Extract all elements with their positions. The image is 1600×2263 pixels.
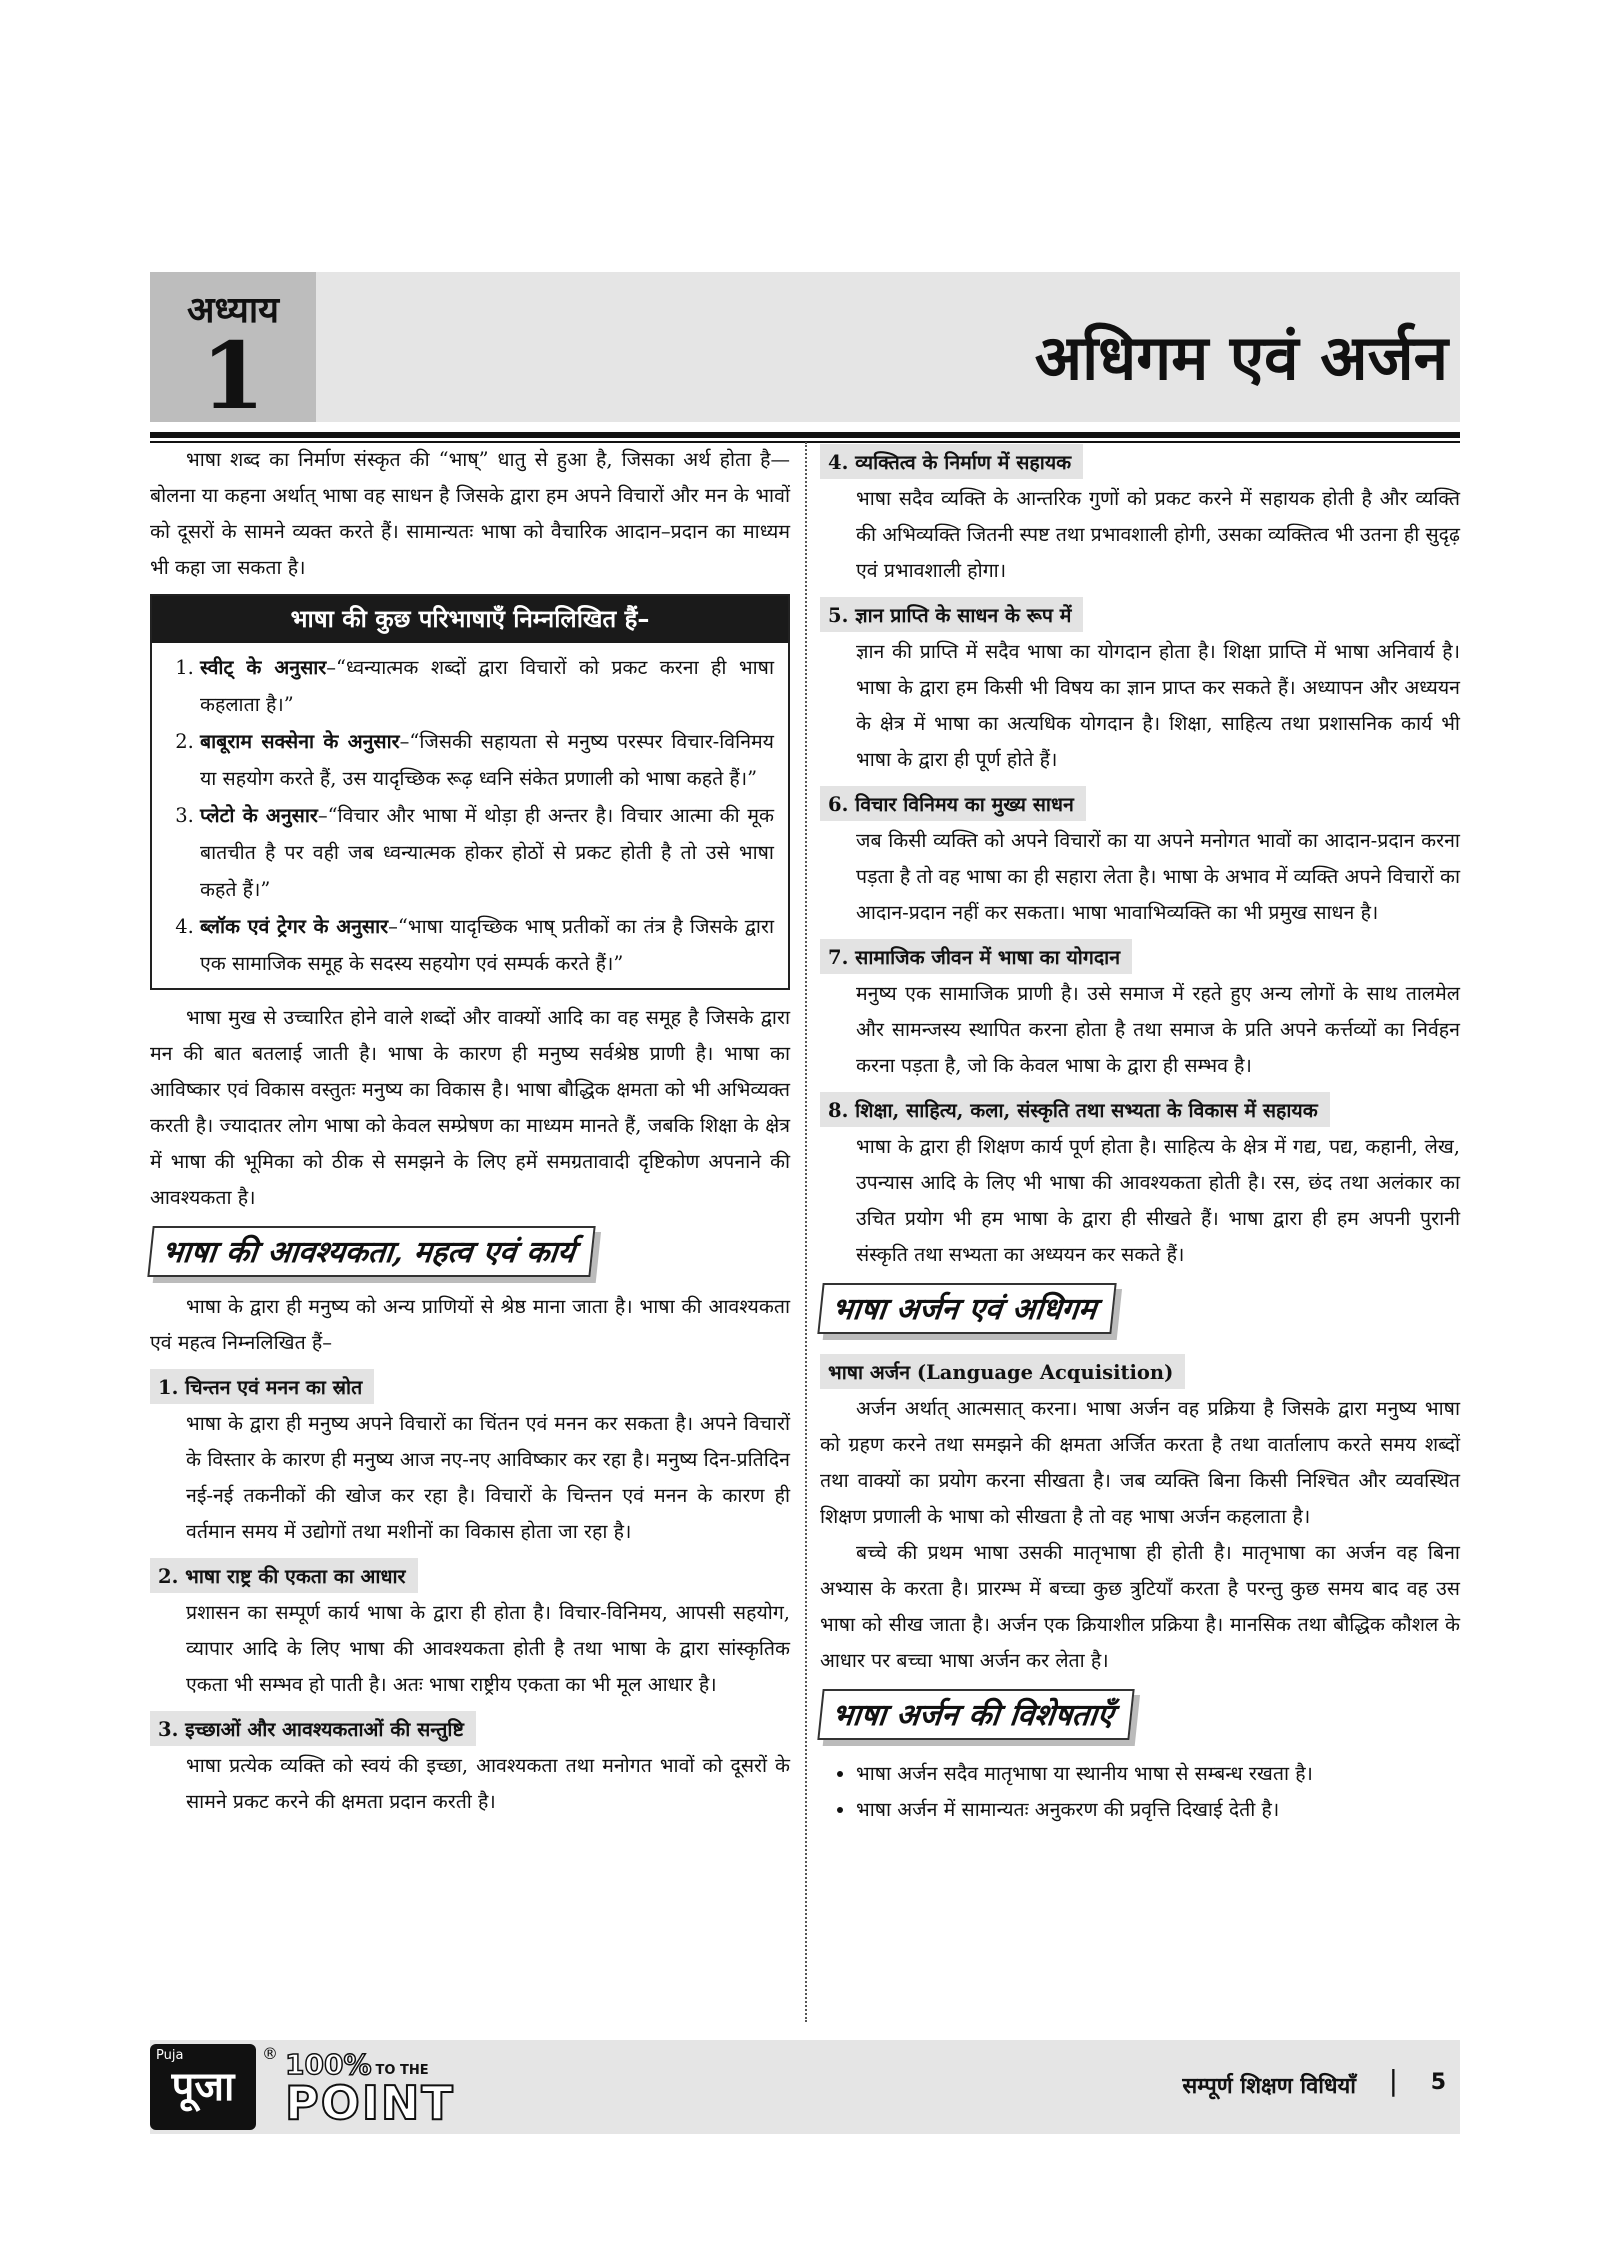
chapter-header	[150, 272, 1460, 430]
point-3	[150, 1703, 790, 1820]
tagline-to-the: TO THE	[375, 2063, 429, 2078]
chapter-word: अध्याय	[186, 290, 280, 331]
point-heading: 1. चिन्तन एवं मनन का स्रोत	[150, 1369, 374, 1404]
chapter-number: 1	[200, 322, 265, 430]
point-1	[150, 1361, 790, 1550]
definition-text: –“जिसकी सहायता से मनुष्य परस्पर विचार-विनिमय या सहयोग करते हैं, उस यादृच्छिक रूढ़ ध्वनि संकेत प्रणाली को भाषा कहते हैं।”	[200, 730, 774, 790]
point-body: मनुष्य एक सामाजिक प्राणी है। उसे समाज में रहते हुए अन्य लोगों के साथ तालमेल और सामन्जस्य स्थापित करना होता है तथा समाज के प्रति अपने कर्त्तव्यों का निर्वहन करना पड़ता है, जो कि केवल भाषा के द्वारा ही सम्भव है।	[856, 982, 1460, 1077]
header-rule-thick	[150, 432, 1460, 438]
point-5	[820, 589, 1460, 778]
book-title: सम्पूर्ण शिक्षण विधियाँ	[1182, 2074, 1356, 2099]
acquisition-paragraph: बच्चे की प्रथम भाषा उसकी मातृभाषा ही होती है। मातृभाषा का अर्जन वह बिना अभ्यास के करता है। प्रारम्भ में बच्चा कुछ त्रुटियाँ करता है परन्तु कुछ समय बाद वह उस भाषा को सीख जाता है। अर्जन एक क्रियाशील प्रक्रिया है। मानसिक तथा बौद्धिक कौशल के आधार पर बच्चा भाषा अर्जन कर लेता है।	[820, 1541, 1460, 1672]
definition-item	[200, 908, 774, 982]
definitions-box	[150, 594, 790, 990]
point-heading: 4. व्यक्तित्व के निर्माण में सहायक	[820, 444, 1083, 479]
point-body: भाषा के द्वारा ही मनुष्य अपने विचारों का चिंतन एवं मनन कर सकता है। अपने विचारों के विस्तार के कारण ही मनुष्य आज नए-नए आविष्कार कर रहा है। मनुष्य दिन-प्रतिदिन नई-नई तकनीकों की खोज कर रहा है। विचारों के चिन्तन एवं मनन के कारण ही वर्तमान समय में उद्योगों तथा मशीनों का विकास होता जा रहा है।	[186, 1412, 790, 1543]
point-body: भाषा प्रत्येक व्यक्ति को स्वयं की इच्छा, आवश्यकता तथा मनोगत भावों को दूसरों के सामने प्रकट करने की क्षमता प्रदान करती है।	[186, 1754, 790, 1813]
definition-item	[200, 797, 774, 908]
point-2	[150, 1550, 790, 1703]
page	[150, 272, 1461, 1821]
page-number: 5	[1430, 2070, 1446, 2095]
definition-item	[200, 649, 774, 723]
point-4	[820, 442, 1460, 589]
point-body: जब किसी व्यक्ति को अपने विचारों का या अपने मनोगत भावों का आदान-प्रदान करना पड़ता है तो वह भाषा का ही सहारा लेता है। भाषा के अभाव में व्यक्ति अपने विचारों का आदान-प्रदान नहीं कर सकता। भाषा भावाभिव्यक्ति का भी प्रमुख साधन है।	[856, 829, 1461, 924]
acquisition-paragraph: अर्जन अर्थात् आत्मसात् करना। भाषा अर्जन वह प्रक्रिया है जिसके द्वारा मनुष्य भाषा को ग्रहण करने तथा समझने की क्षमता अर्जित करता है तथा वार्तालाप करते समय शब्दों तथा वाक्यों का प्रयोग करना सीखता है। जब व्यक्ति बिना किसी निश्चित और व्यवस्थित शिक्षण प्रणाली के भाषा को सीखता है तो वह भाषा अर्जन कहलाता है।	[820, 1397, 1460, 1528]
point-body: ज्ञान की प्राप्ति में सदैव भाषा का योगदान होता है। शिक्षा प्राप्ति में भाषा अनिवार्य है। भाषा के द्वारा हम किसी भी विषय का ज्ञान प्राप्त कर सकते हैं। अध्यापन और अध्ययन के क्षेत्र में भाषा का अत्यधिक योगदान है। शिक्षा, साहित्य तथा प्रशासनिक कार्य भी भाषा के द्वारा ही पूर्ण होते हैं।	[856, 640, 1460, 771]
point-6	[820, 778, 1460, 931]
definition-item	[200, 723, 774, 797]
definition-text: –“भाषा यादृच्छिक भाष् प्रतीकों का तंत्र है जिसके द्वारा एक सामाजिक समूह के सदस्य सहयोग एवं सम्पर्क करते हैं।”	[200, 915, 774, 975]
definition-text: –“विचार और भाषा में थोड़ा ही अन्तर है। विचार आत्मा की मूक बातचीत है पर वही जब ध्वन्यात्मक होकर होठों से प्रकट होती है तो उसे भाषा कहते हैं।”	[200, 804, 774, 901]
acquisition-heading: भाषा अर्जन (Language Acquisition)	[820, 1354, 1185, 1389]
definition-source: बाबूराम सक्सेना के अनुसार	[200, 730, 400, 753]
definitions-heading: भाषा की कुछ परिभाषाएँ निम्नलिखित हैं–	[152, 596, 788, 643]
registered-mark: ®	[262, 2044, 278, 2063]
body-paragraph: भाषा मुख से उच्चारित होने वाले शब्दों और वाक्यों आदि का वह समूह है जिसके द्वारा मन की बात बतलाई जाती है। भाषा के कारण ही मनुष्य सर्वश्रेष्ठ प्राणी है। भाषा का आविष्कार एवं विकास वस्तुतः मनुष्य का विकास है। भाषा बौद्धिक क्षमता को भी अभिव्यक्त करती है। ज्यादातर लोग भाषा को केवल सम्प्रेषण का माध्यम मानते हैं, जबकि शिक्षा के क्षेत्र में भाषा की भूमिका को ठीक से समझने के लिए हमें समग्रतावादी दृष्टिकोण अपनाने की आवश्यकता है।	[150, 1006, 790, 1209]
footer-separator: |	[1388, 2064, 1398, 2097]
column-divider	[805, 442, 807, 2022]
tagline-percent: 100%	[285, 2048, 372, 2081]
left-column	[150, 442, 790, 1820]
point-8	[820, 1084, 1460, 1273]
point-7	[820, 931, 1460, 1084]
definition-source: प्लेटो के अनुसार	[200, 804, 318, 827]
chapter-title: अधिगम एवं अर्जन	[1034, 321, 1448, 394]
page-footer	[150, 2040, 1460, 2134]
definition-source: ब्लॉक एवं ट्रेगर के अनुसार	[200, 915, 389, 938]
tagline-point: POINT	[285, 2076, 455, 2130]
point-heading: 3. इच्छाओं और आवश्यकताओं की सन्तुष्टि	[150, 1711, 476, 1746]
features-list	[820, 1756, 1460, 1828]
section-intro: भाषा के द्वारा ही मनुष्य को अन्य प्राणियों से श्रेष्ठ माना जाता है। भाषा की आवश्यकता एवं महत्व निम्नलिखित हैं–	[150, 1295, 790, 1354]
tagline	[285, 2048, 455, 2130]
definition-source: स्वीट् के अनुसार	[200, 656, 327, 679]
section-banner-features: भाषा अर्जन की विशेषताएँ	[817, 1689, 1134, 1740]
point-body: प्रशासन का सम्पूर्ण कार्य भाषा के द्वारा ही होता है। विचार-विनिमय, आपसी सहयोग, व्यापार आदि के लिए भाषा की आवश्यकता होती है तथा भाषा के द्वारा सांस्कृतिक एकता भी सम्भव हो पाती है। अतः भाषा राष्ट्रीय एकता का भी मूल आधार है।	[186, 1601, 790, 1696]
definition-text: –“ध्वन्यात्मक शब्दों द्वारा विचारों को प्रकट करना ही भाषा कहलाता है।”	[200, 656, 774, 716]
logo-small-text: Puja	[156, 2048, 184, 2063]
point-heading: 8. शिक्षा, साहित्य, कला, संस्कृति तथा सभ्यता के विकास में सहायक	[820, 1092, 1330, 1127]
chapter-badge	[150, 272, 316, 430]
logo-text: पूजा	[171, 2064, 235, 2110]
feature-item: • भाषा अर्जन में सामान्यतः अनुकरण की प्रवृत्ति दिखाई देती है।	[856, 1792, 1460, 1828]
point-heading: 6. विचार विनिमय का मुख्य साधन	[820, 786, 1086, 821]
publisher-logo	[150, 2044, 278, 2130]
point-heading: 7. सामाजिक जीवन में भाषा का योगदान	[820, 939, 1132, 974]
point-heading: 2. भाषा राष्ट्र की एकता का आधार	[150, 1558, 418, 1593]
point-body: भाषा सदैव व्यक्ति के आन्तरिक गुणों को प्रकट करने में सहायक होती है और व्यक्ति की अभिव्यक्ति जितनी स्पष्ट तथा प्रभावशाली होगी, उसका व्यक्तित्व भी उतना ही सुदृढ़ एवं प्रभावशाली होगा।	[856, 487, 1460, 582]
point-body: भाषा के द्वारा ही शिक्षण कार्य पूर्ण होता है। साहित्य के क्षेत्र में गद्य, पद्य, कहानी, लेख, उपन्यास आदि के लिए भी भाषा की आवश्यकता होती है। रस, छंद तथा अलंकार का उचित प्रयोग भी हम भाषा के द्वारा ही सीखते हैं। भाषा द्वारा ही हम अपनी पुरानी संस्कृति तथा सभ्यता का अध्ययन कर सकते हैं।	[856, 1135, 1460, 1266]
feature-item: • भाषा अर्जन सदैव मातृभाषा या स्थानीय भाषा से सम्बन्ध रखता है।	[856, 1756, 1460, 1792]
point-heading: 5. ज्ञान प्राप्ति के साधन के रूप में	[820, 597, 1083, 632]
right-column	[820, 442, 1460, 1828]
section-banner-need: भाषा की आवश्यकता, महत्व एवं कार्य	[147, 1226, 595, 1277]
definitions-list	[152, 643, 788, 988]
intro-paragraph: भाषा शब्द का निर्माण संस्कृत की “भाष्” धातु से हुआ है, जिसका अर्थ होता है—बोलना या कहना अर्थात् भाषा वह साधन है जिसके द्वारा हम अपने विचारों और मन के भावों को दूसरों के सामने व्यक्त करते हैं। सामान्यतः भाषा को वैचारिक आदान–प्रदान का माध्यम भी कहा जा सकता है।	[150, 448, 790, 579]
section-banner-acquisition: भाषा अर्जन एवं अधिगम	[817, 1283, 1117, 1334]
